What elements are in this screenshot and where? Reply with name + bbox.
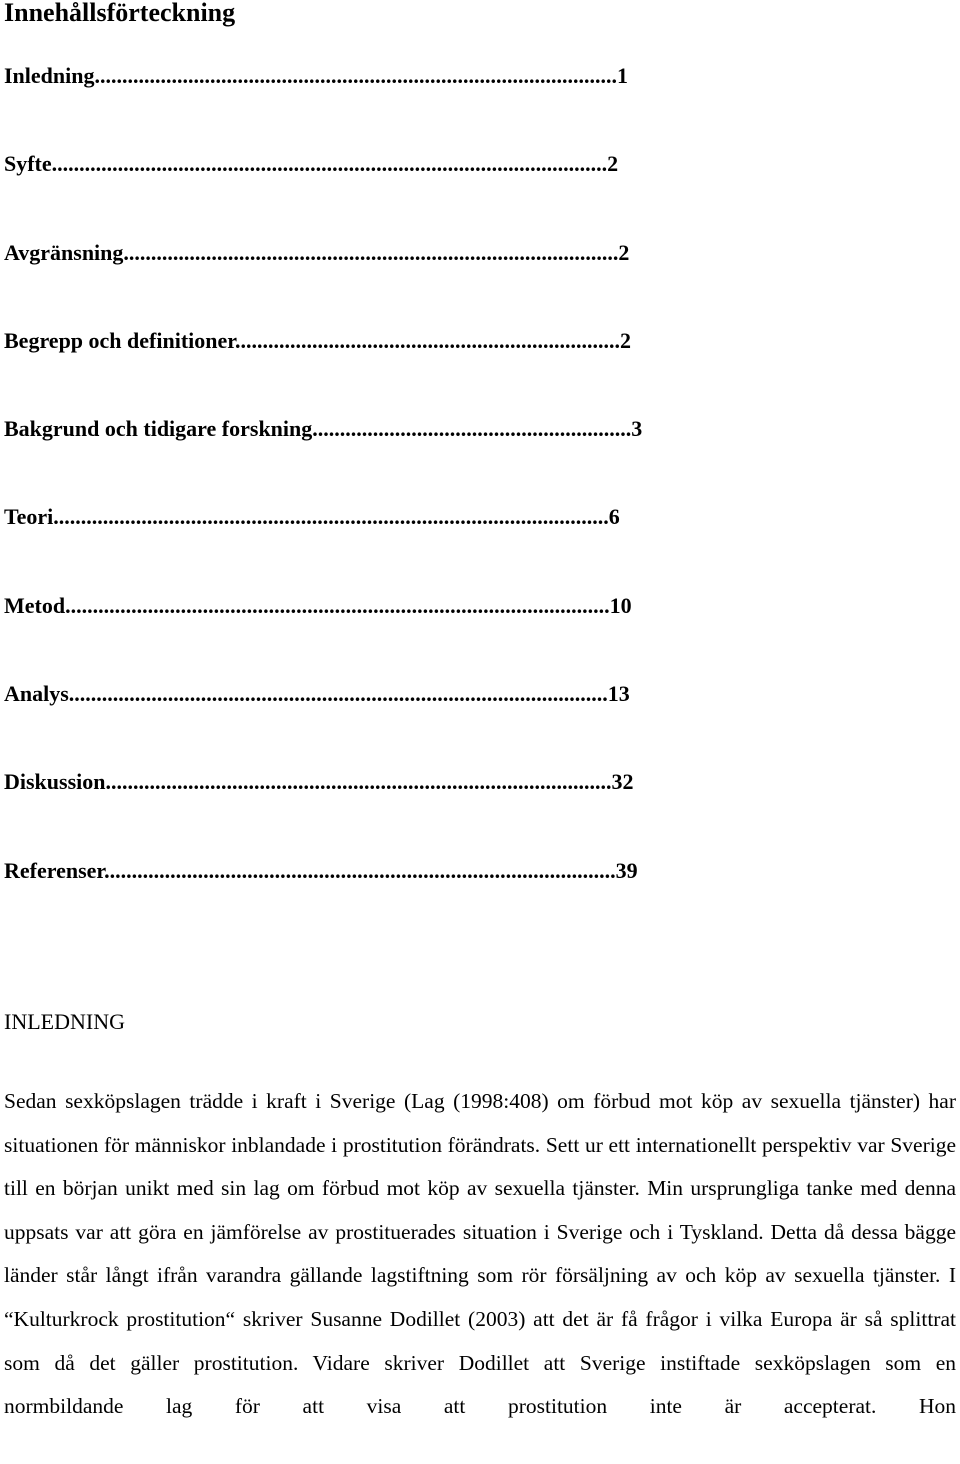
toc-entry-teori[interactable]: Teori.....................................................................................................6 xyxy=(4,504,620,530)
table-of-contents xyxy=(4,59,733,942)
toc-entry-diskussion[interactable]: Diskussion............................................................................................32 xyxy=(4,769,634,795)
toc-entry-metod[interactable]: Metod...................................................................................................10 xyxy=(4,592,632,618)
toc-heading: Innehållsförteckning xyxy=(4,0,236,27)
toc-entry-bakgrund[interactable]: Bakgrund och tidigare forskning..........................................................3 xyxy=(4,416,643,442)
toc-entry-analys[interactable]: Analys..................................................................................................13 xyxy=(4,681,630,707)
section-heading-inledning: INLEDNING xyxy=(4,1009,125,1034)
toc-entry-avgransning[interactable]: Avgränsning..........................................................................................2 xyxy=(4,239,630,265)
toc-entry-inledning[interactable]: Inledning...............................................................................................1 xyxy=(4,63,628,88)
toc-entry-begrepp[interactable]: Begrepp och definitioner......................................................................2 xyxy=(4,327,632,353)
toc-entry-syfte[interactable]: Syfte.....................................................................................................2 xyxy=(4,151,619,177)
toc-entry-referenser[interactable]: Referenser.............................................................................................39 xyxy=(4,857,638,883)
body-paragraph: Sedan sexköpslagen trädde i kraft i Sverige (Lag (1998:408) om förbud mot köp av sexuella tjänster) har situationen för människor inblandade i prostitution förändrats. Sett ur ett internationellt perspektiv var Sverige till en början unikt med sin lag om förbud mot köp av sexuella tjänster. Min ursprungliga tanke med denna uppsats var att göra en jämförelse av prostituerades situation i Sverige och i Tyskland. Detta då dessa bägge länder står långt ifrån varandra gällande lagstiftning som rör försäljning av och köp av sexuella tjänster. I “Kulturkrock prostitution“ skriver Susanne Dodillet (2003) att det är få frågor i vilka Europa är så splittrat som då det gäller prostitution. Vidare skriver Dodillet att Sverige instiftade sexköpslagen som en normbildande lag för att visa att prostitution inte är accepterat. Hon xyxy=(4,1089,956,1419)
